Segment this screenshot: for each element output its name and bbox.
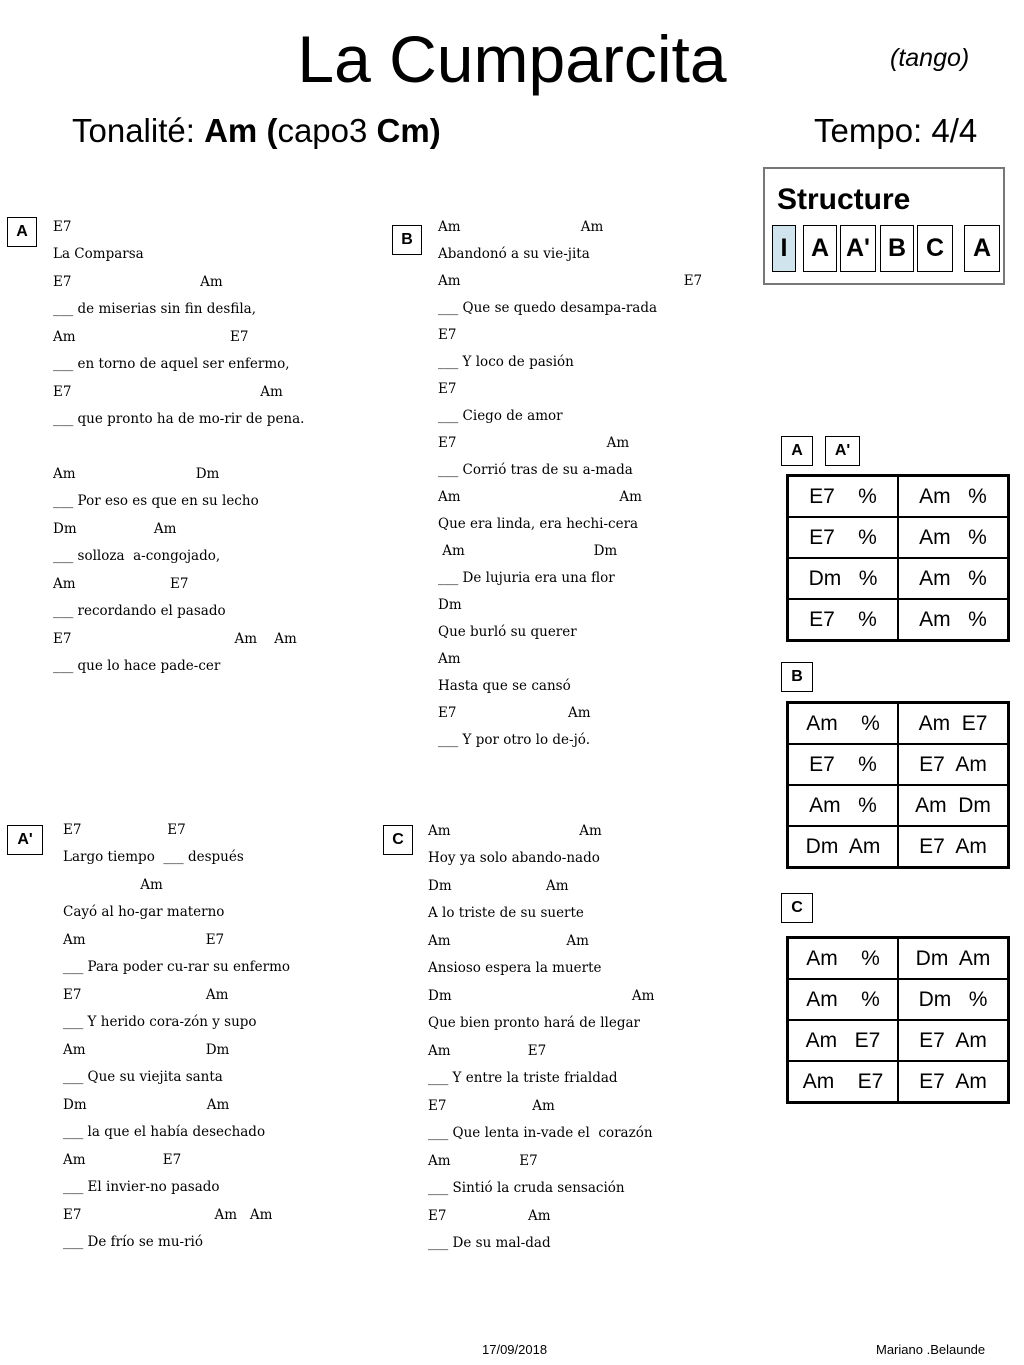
chord-line: Dm Am — [63, 1097, 230, 1113]
lyric-line: ___ recordando el pasado — [53, 603, 226, 619]
lyric-line: ___ Que su viejita santa — [63, 1069, 223, 1085]
lyric-line: Hoy ya solo abando-nado — [428, 850, 600, 866]
chord-cell: Am E7 — [898, 703, 1008, 744]
chord-line: Dm Am — [428, 988, 655, 1004]
chord-cell: E7 Am — [898, 1061, 1008, 1102]
lyric-line: ___ Y herido cora-zón y supo — [63, 1014, 257, 1030]
structure-item-a-final: A — [964, 225, 1000, 272]
grid-label-c: C — [781, 893, 813, 923]
lyric-line: Que era linda, era hechi-cera — [438, 516, 639, 532]
chord-line: E7 E7 — [63, 822, 186, 838]
chord-line: E7 — [438, 327, 457, 343]
lyric-line: Ansioso espera la muerte — [428, 960, 602, 976]
lyric-line: ___ solloza a-congojado, — [53, 548, 221, 564]
lyric-line: ___ Que se quedo desampa-rada — [438, 300, 658, 316]
key-line — [72, 112, 441, 150]
chord-line: Am E7 — [428, 1153, 538, 1169]
chord-line: E7 Am — [53, 384, 283, 400]
chord-cell: E7 Am — [898, 1020, 1008, 1061]
chord-cell: Am E7 — [788, 1061, 898, 1102]
section-label-a: A — [7, 217, 37, 247]
chord-cell: E7 % — [788, 744, 898, 785]
chord-cell: Dm % — [898, 979, 1008, 1020]
lyric-line: Largo tiempo ___ después — [63, 849, 244, 865]
chord-cell: E7 Am — [898, 826, 1008, 867]
genre-label: (tango) — [890, 44, 970, 72]
chord-cell: Am % — [788, 938, 898, 979]
structure-item-a: A — [803, 225, 837, 272]
chord-cell: Am % — [788, 785, 898, 826]
lyric-line: ___ De lujuria era una flor — [438, 570, 615, 586]
chord-cell: Am % — [898, 599, 1008, 640]
lyric-line: ___ que lo hace pade-cer — [53, 658, 221, 674]
lyric-line: Cayó al ho-gar materno — [63, 904, 225, 920]
lyric-line: ___ Para poder cu-rar su enfermo — [63, 959, 291, 975]
lyric-line: ___ Sintió la cruda sensación — [428, 1180, 625, 1196]
chord-cell: E7 Am — [898, 744, 1008, 785]
chord-cell: Dm Am — [898, 938, 1008, 979]
chord-cell: Am % — [898, 476, 1008, 517]
chord-line: E7 Am Am — [63, 1207, 273, 1223]
chord-line: Dm Am — [53, 521, 177, 537]
section-label-a-prime: A' — [7, 825, 43, 855]
chord-line: Am E7 — [438, 273, 703, 289]
chord-cell: Am % — [788, 703, 898, 744]
lyric-line: Abandonó a su vie-jita — [438, 246, 590, 262]
chord-line: E7 — [53, 219, 72, 235]
lyric-line: ___ Y entre la triste frialdad — [428, 1070, 618, 1086]
structure-title: Structure — [777, 183, 911, 216]
grid-label-a: A — [781, 436, 813, 466]
chord-line: Dm Am — [428, 878, 569, 894]
chord-line: E7 Am — [428, 1098, 555, 1114]
footer-date: 17/09/2018 — [482, 1342, 548, 1357]
lyric-line: ___ en torno de aquel ser enfermo, — [53, 356, 290, 372]
key-value: Am — [204, 112, 258, 149]
grid-label-b: B — [781, 662, 813, 692]
lyric-line: ___ Por eso es que en su lecho — [53, 493, 259, 509]
key-paren: ( — [257, 112, 278, 149]
chord-line: Am Am — [428, 823, 602, 839]
section-label-c: C — [383, 825, 413, 855]
structure-item-c: C — [917, 225, 953, 272]
chord-line: Am Dm — [438, 543, 618, 559]
chord-line: E7 Am — [438, 705, 591, 721]
chord-grid-a — [786, 474, 1010, 642]
chord-line: Dm — [438, 597, 462, 613]
lyric-line: ___ De frío se mu-rió — [63, 1234, 203, 1250]
chord-cell: E7 % — [788, 476, 898, 517]
chord-grid-c — [786, 936, 1010, 1104]
chord-line: Am E7 — [53, 576, 189, 592]
structure-item-b: B — [880, 225, 914, 272]
chord-line: Am Dm — [63, 1042, 230, 1058]
structure-item-a-prime: A' — [840, 225, 876, 272]
chord-line: Am — [438, 651, 461, 667]
chord-line: Am Am — [428, 933, 589, 949]
chord-cell: Dm % — [788, 558, 898, 599]
chord-cell: Dm Am — [788, 826, 898, 867]
chord-cell: E7 % — [788, 599, 898, 640]
lyric-line: ___ de miserias sin fin desfila, — [53, 301, 256, 317]
chord-cell: Am % — [788, 979, 898, 1020]
capo-label: capo3 — [277, 112, 377, 149]
chord-line: Am — [63, 877, 163, 893]
chord-line: E7 Am — [428, 1208, 551, 1224]
chord-line: Am Am — [438, 219, 604, 235]
chord-cell: Am E7 — [788, 1020, 898, 1061]
capo-chord: Cm) — [376, 112, 441, 149]
lyric-line: Hasta que se cansó — [438, 678, 571, 694]
footer-author: Mariano .Belaunde — [876, 1342, 986, 1357]
chord-line: E7 Am — [63, 987, 229, 1003]
lyric-line: ___ El invier-no pasado — [63, 1179, 220, 1195]
structure-item-intro: I — [772, 225, 796, 272]
chord-line: Am E7 — [53, 329, 249, 345]
chord-line: Am E7 — [63, 1152, 182, 1168]
section-label-b: B — [392, 225, 422, 255]
lyric-line: ___ que pronto ha de mo-rir de pena. — [53, 411, 305, 427]
chord-line: E7 Am — [53, 274, 223, 290]
lyric-line: ___ Y por otro lo de-jó. — [438, 732, 590, 748]
chord-line: E7 — [438, 381, 457, 397]
tempo-label: Tempo: 4/4 — [814, 112, 978, 149]
chord-cell: Am % — [898, 558, 1008, 599]
key-label: Tonalité: — [72, 112, 195, 149]
lyric-line: A lo triste de su suerte — [428, 905, 584, 921]
chord-cell: Am Dm — [898, 785, 1008, 826]
chord-grid-b — [786, 701, 1010, 869]
song-title: La Cumparcita — [297, 22, 727, 96]
lyric-line: ___ Ciego de amor — [438, 408, 563, 424]
chord-line: E7 Am — [438, 435, 630, 451]
grid-label-a-prime: A' — [825, 436, 860, 466]
lyric-line: ___ Y loco de pasión — [438, 354, 574, 370]
lyric-line: Que bien pronto hará de llegar — [428, 1015, 640, 1031]
lyric-line: ___ la que el había desechado — [63, 1124, 266, 1140]
lyric-line: ___ Que lenta in-vade el corazón — [428, 1125, 653, 1141]
lyric-line: ___ Corrió tras de su a-mada — [438, 462, 633, 478]
lyric-line: Que burló su querer — [438, 624, 577, 640]
chord-line: Am Am — [438, 489, 642, 505]
lyric-line: ___ De su mal-dad — [428, 1235, 551, 1251]
chord-line: Am Dm — [53, 466, 220, 482]
chord-line: E7 Am Am — [53, 631, 297, 647]
chord-cell: Am % — [898, 517, 1008, 558]
lyric-line: La Comparsa — [53, 246, 144, 262]
chord-line: Am E7 — [428, 1043, 547, 1059]
chord-line: Am E7 — [63, 932, 225, 948]
chord-cell: E7 % — [788, 517, 898, 558]
